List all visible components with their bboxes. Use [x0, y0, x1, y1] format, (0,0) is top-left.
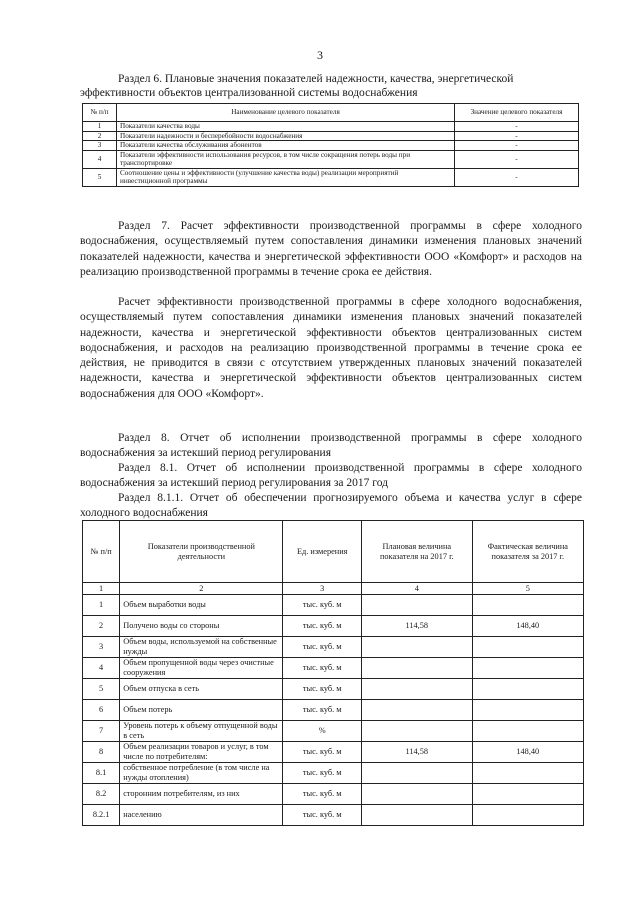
index-row: 1 2 3 4 5 — [83, 583, 584, 595]
section81-title: Раздел 8.1. Отчет об исполнении производственной программы в сфере холодного водоснабжения за истекший период регулирования за 2017 год — [80, 462, 582, 490]
table-row: 2 Показатели надежности и бесперебойности водоснабжения - — [83, 131, 579, 141]
col-indicator: Показатели производственной деятельности — [120, 521, 283, 583]
table-row: 8.1 собственное потребление (в том числе на нужды отопления) тыс. куб. м — [83, 763, 584, 784]
page-number: 3 — [317, 48, 323, 62]
table-row: 3 Показатели качества обслуживания абонентов - — [83, 141, 579, 151]
section7-paragraph1: Раздел 7. Расчет эффективности производственной программы в сфере холодного водоснабжения, осуществляемый путем сопоставления динамики изменения плановых значений показателей надежности, качества и энергетической эффективности ООО «Комфорт» и расходов на реализацию производственной программы в течение срока ее действия. — [80, 220, 582, 278]
section6-table — [82, 103, 579, 187]
section8-title: Раздел 8. Отчет об исполнении производственной программы в сфере холодного водоснабжения за истекший период регулирования — [80, 432, 582, 460]
section6-title: Раздел 6. Плановые значения показателей надежности, качества, энергетической эффективности объектов централизованной системы водоснабжения — [80, 73, 514, 99]
table-row: 5 Соотношение цены и эффективности (улучшение качества воды) реализации мероприятий инвестиционной программы - — [83, 168, 579, 186]
table-row: 6 Объем потерь тыс. куб. м — [83, 700, 584, 721]
table-row: 4 Объем пропущенной воды через очистные сооружения тыс. куб. м — [83, 658, 584, 679]
col-indicator-name: Наименование целевого показателя — [117, 104, 455, 122]
col-target-value: Значение целевого показателя — [455, 104, 579, 122]
table-row: 4 Показатели эффективности использования ресурсов, в том числе сокращения потерь воды при транспортировке - — [83, 150, 579, 168]
col-number: № п/п — [83, 104, 117, 122]
table-row: 5 Объем отпуска в сеть тыс. куб. м — [83, 679, 584, 700]
table-row: 8 Объем реализации товаров и услуг, в том числе по потребителям: тыс. куб. м 114,58 148,40 — [83, 742, 584, 763]
section811-table — [82, 520, 584, 826]
col-plan: Плановая величина показателя на 2017 г. — [362, 521, 473, 583]
table-row: 8.2 сторонним потребителям, из них тыс. куб. м — [83, 784, 584, 805]
table-row: 8.2.1 населению тыс. куб. м — [83, 805, 584, 826]
section7-paragraph2: Расчет эффективности производственной программы в сфере холодного водоснабжения, осуществляемый путем сопоставления динамики изменения плановых значений показателей надежности, качества и энергетической эффективности объектов централизованных систем водоснабжения, и расходов на реализацию производственной программы в течение срока ее действия, не приводится в связи с отсутствием утвержденных плановых значений показателей надежности, качества и энергетической эффективности объектов централизованных систем водоснабжения для ООО «Комфорт». — [80, 296, 582, 400]
section811-title: Раздел 8.1.1. Отчет об обеспечении прогнозируемого объема и качества услуг в сфере холодного водоснабжения — [80, 492, 582, 520]
table-row: 1 Объем выработки воды тыс. куб. м — [83, 595, 584, 616]
col-fact: Фактическая величина показателя за 2017 г. — [472, 521, 583, 583]
table-row: 7 Уровень потерь к объему отпущенной воды в сеть % — [83, 721, 584, 742]
table-row: 1 Показатели качества воды - — [83, 122, 579, 132]
col-unit: Ед. измерения — [283, 521, 362, 583]
col-number: № п/п — [83, 521, 120, 583]
table-row: 2 Получено воды со стороны тыс. куб. м 114,58 148,40 — [83, 616, 584, 637]
table-row: 3 Объем воды, используемой на собственные нужды тыс. куб. м — [83, 637, 584, 658]
